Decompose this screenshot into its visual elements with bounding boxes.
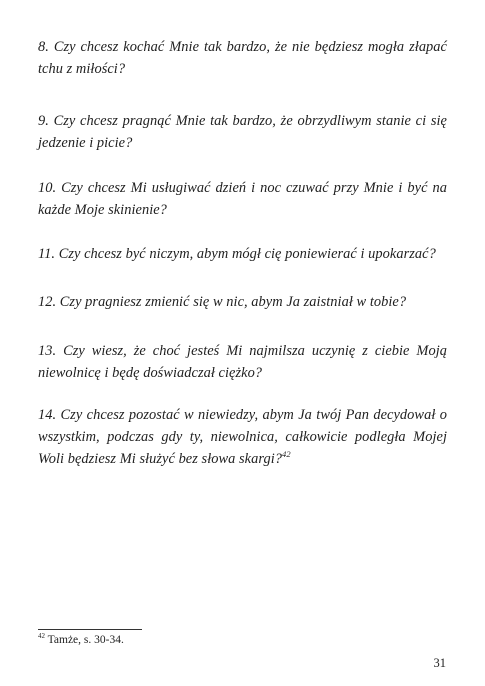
question-14-text: 14. Czy chcesz pozostać w niewiedzy, abym Ja twój Pan decydował o wszystkim, podczas gdy ty, niewolnica, całkowicie podległa Mojej Woli będziesz Mi służyć bez słowa skargi? xyxy=(38,407,447,467)
question-13: 13. Czy wiesz, że choć jesteś Mi najmilsza uczynię z ciebie Moją niewolnicę i będę doświadczał ciężko? xyxy=(38,343,447,381)
footnote-marker: 42 xyxy=(38,632,45,641)
footnote-reference[interactable]: 42 xyxy=(282,449,291,460)
question-14 xyxy=(38,404,447,470)
question-9: 9. Czy chcesz pragnąć Mnie tak bardzo, że obrzydliwym stanie ci się jedzenie i picie? xyxy=(38,113,447,151)
question-12: 12. Czy pragniesz zmienić się w nic, abym Ja zaistniał w tobie? xyxy=(38,294,407,310)
page-number: 31 xyxy=(433,656,446,670)
question-10: 10. Czy chcesz Mi usługiwać dzień i noc czuwać przy Mnie i być na każde Moje skinienie? xyxy=(38,180,447,218)
footnote-text: Tamże, s. 30-34. xyxy=(47,634,124,646)
question-8: 8. Czy chcesz kochać Mnie tak bardzo, że nie będziesz mogła złapać tchu z miłości? xyxy=(38,39,447,77)
footnote-divider xyxy=(38,629,142,630)
question-11: 11. Czy chcesz być niczym, abym mógł cię poniewierać i upokarzać? xyxy=(38,246,436,262)
footnote xyxy=(38,633,124,647)
